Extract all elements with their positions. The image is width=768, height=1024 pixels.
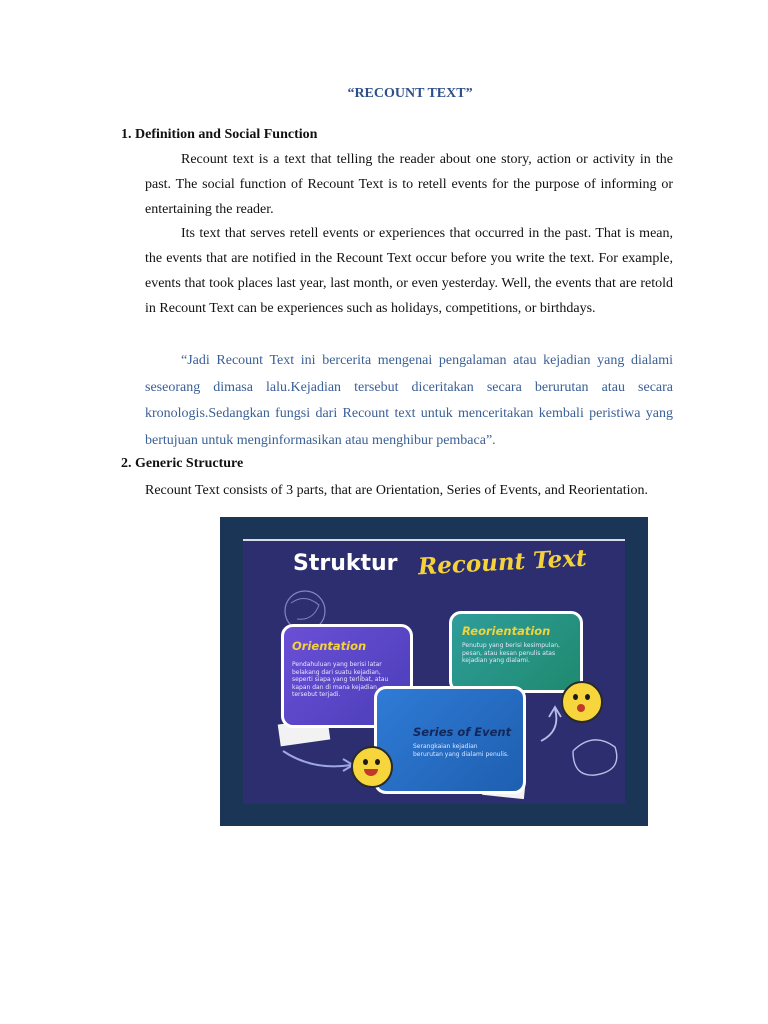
smiley-face-icon (351, 746, 393, 788)
smiley-face-icon (561, 681, 603, 723)
section-heading-structure: 2. Generic Structure (121, 456, 244, 471)
paragraph-definition-text: Recount text is a text that telling the reader about one story, action or activity in the past. The social function of Recount Text is to retell events for the purpose of informing or entertaining the reader. (145, 152, 673, 217)
reorientation-box (449, 611, 583, 693)
orientation-description: Pendahuluan yang berisi latar belakang dari suatu kejadian, seperti siapa yang terlibat, atau kapan dan di mana kejadian tersebut terjadi. (292, 661, 389, 698)
paragraph-quote-text: “Jadi Recount Text ini bercerita mengenai pengalaman atau kejadian yang dialami seseorang dimasa lalu.Kejadian tersebut diceritakan secara berurutan atau secara kronologis.Sedangkan fungsi dari Recount text untuk menceritakan kembali peristiwa yang bertujuan untuk menginformasikan atau menghibur pembaca”. (145, 353, 673, 448)
orientation-title: Orientation (292, 639, 367, 653)
paragraph-explanation-text: Its text that serves retell events or experiences that occurred in the past. That is mean, the events that are notified in the Recount Text occur before you write the text. For example, events that took places last year, last month, or even yesterday. Well, the events that are retold in Recount Text can be experiences such as holidays, competitions, or birthdays. (145, 226, 673, 316)
figure-title-struktur: Struktur (293, 551, 398, 576)
paragraph-definition (145, 147, 673, 222)
series-of-event-box (374, 686, 526, 794)
reorientation-title: Reorientation (462, 624, 551, 638)
figure-title-recount-text: Recount Text (417, 544, 588, 581)
document-title: “RECOUNT TEXT” (347, 86, 473, 101)
paragraph-explanation (145, 221, 673, 321)
recount-structure-image (220, 517, 648, 826)
paragraph-structure: Recount Text consists of 3 parts, that are Orientation, Series of Events, and Reorientation. (145, 483, 649, 498)
section-heading-definition: 1. Definition and Social Function (121, 127, 318, 142)
paragraph-quote (145, 348, 673, 454)
reorientation-description: Penutup yang berisi kesimpulan, pesan, atau kesan penulis atas kejadian yang dialami. (462, 642, 560, 664)
image-canvas (243, 539, 625, 804)
series-of-event-description: Serangkaian kejadian berurutan yang dialami penulis. (413, 743, 509, 758)
series-of-event-title: Series of Event (413, 725, 512, 739)
